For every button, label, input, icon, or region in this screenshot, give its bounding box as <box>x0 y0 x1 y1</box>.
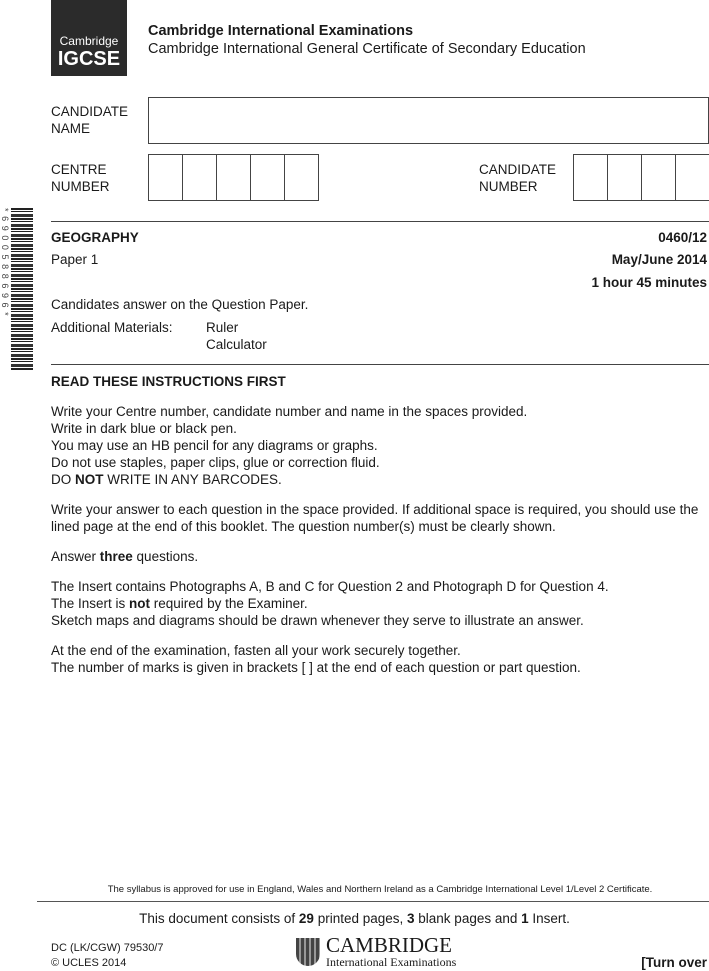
igcse-logo <box>51 0 127 76</box>
subject: GEOGRAPHY <box>51 230 139 245</box>
candidate-number-label: CANDIDATE NUMBER <box>479 162 557 194</box>
divider <box>37 901 709 902</box>
candidate-name-field[interactable] <box>148 97 709 144</box>
paper-code: 0460/12 <box>658 230 707 245</box>
barcode <box>11 208 33 370</box>
cambridge-logo-text: CAMBRIDGE <box>326 933 453 957</box>
candidate-name-label: CANDIDATE NAME <box>51 104 129 136</box>
divider <box>51 364 709 365</box>
page-count: This document consists of 29 printed pages, 3 blank pages and 1 Insert. <box>139 911 570 926</box>
logo-line-1: Cambridge <box>59 34 119 48</box>
candidate-number-field[interactable] <box>574 154 709 201</box>
org-title: Cambridge International Examinations <box>148 23 414 39</box>
syllabus-note: The syllabus is approved for use in England, Wales and Northern Ireland as a Cambridge International Level 1/Level 2 Certificate. <box>107 884 653 895</box>
centre-number-label: CENTRE NUMBER <box>51 162 110 194</box>
turn-over: [Turn over <box>641 955 707 970</box>
paper-number: Paper 1 <box>51 252 99 267</box>
logo-line-2: IGCSE <box>57 48 121 70</box>
centre-number-field[interactable] <box>149 154 319 201</box>
instructions: READ THESE INSTRUCTIONS FIRST Write your Centre number, candidate number and name in the spaces provided. Write in dark blue or black pen. You may use an HB pencil for any diagrams or graphs. Do not use staples, paper clips, glue or correction fluid. DO NOT WRITE IN ANY BARCODES. Write your answer to each question in the space provided. If additional space is required, you should use the lined page at the end of this booklet. The question number(s) must be clearly shown. Answer three questions. The Insert contains Photographs A, B and C for Question 2 and Photograph D for Question 4. The Insert is not required by the Examiner. Sketch maps and diagrams should be drawn whenever they serve to illustrate an answer. At the end of the examination, fasten all your work securely together. The number of marks is given in brackets [ ] at the end of each question or part question. <box>51 373 709 676</box>
materials-list: Ruler Calculator <box>206 320 267 352</box>
barcode-number: *6900588696* <box>0 208 10 321</box>
instructions-heading: READ THESE INSTRUCTIONS FIRST <box>51 374 286 389</box>
answer-note: Candidates answer on the Question Paper. <box>51 297 309 312</box>
divider <box>51 221 709 222</box>
materials-label: Additional Materials: <box>51 320 173 335</box>
cambridge-logo-sub: International Examinations <box>326 955 457 969</box>
qualification-title: Cambridge International General Certificate of Secondary Education <box>148 41 586 57</box>
doc-ref: DC (LK/CGW) 79530/7 © UCLES 2014 <box>51 942 164 969</box>
session: May/June 2014 <box>611 252 707 267</box>
cambridge-shield-icon <box>296 938 320 966</box>
duration: 1 hour 45 minutes <box>591 275 707 290</box>
